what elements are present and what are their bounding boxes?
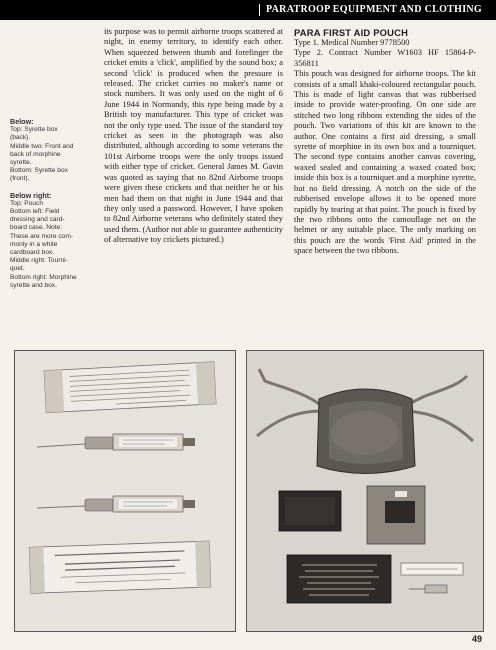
cricket-paragraph: its purpose was to permit airborne troops scattered at night, in enemy territory, to identify each other. When squeezed between thumb and forefinger the cricket emits a 'click', amplified by the sound box; a second 'click' is produced when the pressure is released. The cricket carries no maker's name or stock numbers. It was only used on the night of 6 June 1944 in Normandy, this type being made by a British toy manufacturer. This type of cricket was not the only type used. The issue of the standard toy cricket as seen in the photograph was also distributed, although according to some veterans the 101st Airborne troops were the only troops issued with either type of cricket. General James M. Gavin was quoted as saying that no 82nd Airborne troops were given these crickets and that neither he or his men had them on that night in June 1944 and that they only used a password. However, I have spoken to 82nd Airborne veterans who definitely stated they used them. (Author not able to guarantee authenticity of alternative toy crickets pictured.)	[104, 27, 283, 245]
running-header	[0, 0, 496, 20]
caption-line: (back).	[10, 134, 31, 142]
photo-syrettes	[14, 350, 236, 632]
first-aid-pouch	[317, 389, 415, 474]
caption-line: syrette and box.	[10, 281, 57, 289]
body-column-middle	[104, 27, 283, 246]
caption-line: back of morphine	[10, 150, 61, 158]
caption-line: monly in a white	[10, 240, 58, 248]
caption-line: Bottom left: Field	[10, 208, 60, 216]
type-1-line: Type 1. Medical Number 9778500	[294, 38, 410, 47]
pouch-paragraph: This pouch was designed for airborne troops. The kit consists of a small khaki-coloured rectangular pouch. This is made of light canvas that was rubberised inside to provide water-proofing. On one side are stitched two long ribbons extending the sides of the pouch. Two variations of this kit are known to the author. One contains a first aid dressing, a small syrette of morphine in its own box and a tourniquet. The second type contains another canvas covering, waxed sealed and containing a waxed coated box; inside this box is a tourniquet and a morphine syrette, but no field dressing. A notch on the side of the rubberised envelope allows it to be opened more rapidly by tearing at that point. The pouch is fixed by the two ribbons onto the camouflage net on the helmet or any suitable place. The only marking on this pouch are the words 'First Aid' printed in the space between the two ribbons.	[294, 69, 476, 256]
body-column-right	[294, 27, 476, 257]
syrettes-illustration	[15, 351, 235, 631]
caption-line: board case. Note:	[10, 224, 63, 232]
caption-line: Bottom: Syrette box	[10, 167, 68, 175]
caption-line: Top: Syrette box	[10, 126, 58, 134]
caption-below	[10, 118, 100, 184]
caption-below-heading: Below:	[10, 117, 34, 126]
caption-line: syrette.	[10, 159, 32, 167]
field-dressing-case	[279, 491, 341, 531]
section-title: PARA FIRST AID POUCH	[294, 27, 409, 38]
running-title: PARATROOP EQUIPMENT AND CLOTHING	[259, 4, 482, 16]
caption-below-right-heading: Below right:	[10, 190, 52, 200]
caption-line: (front).	[10, 175, 30, 183]
first-aid-pouch-illustration	[247, 351, 483, 631]
caption-line: Middle two: Front and	[10, 142, 74, 150]
caption-line: Middle right: Tourni-	[10, 257, 68, 265]
caption-line: Top: Pouch	[10, 199, 43, 207]
page-number: 49	[471, 634, 482, 644]
caption-line: These are more com-	[10, 232, 74, 240]
type-2-line: Type 2. Contract Number W1603 HF 15864-P-356811	[294, 48, 476, 68]
caption-line: Bottom right: Morphine	[10, 273, 77, 281]
syrette-box-small	[401, 563, 463, 575]
field-dressing	[287, 555, 391, 603]
caption-line: cardboard box.	[10, 249, 54, 257]
caption-line: dressing and card-	[10, 216, 65, 224]
syrette-box-front	[29, 541, 210, 593]
photo-first-aid-pouch	[246, 350, 484, 632]
photo-captions	[10, 118, 100, 298]
caption-below-right	[10, 192, 100, 290]
syrette-box-back	[44, 362, 216, 413]
tourniquet	[367, 486, 425, 544]
caption-line: quet.	[10, 265, 25, 273]
